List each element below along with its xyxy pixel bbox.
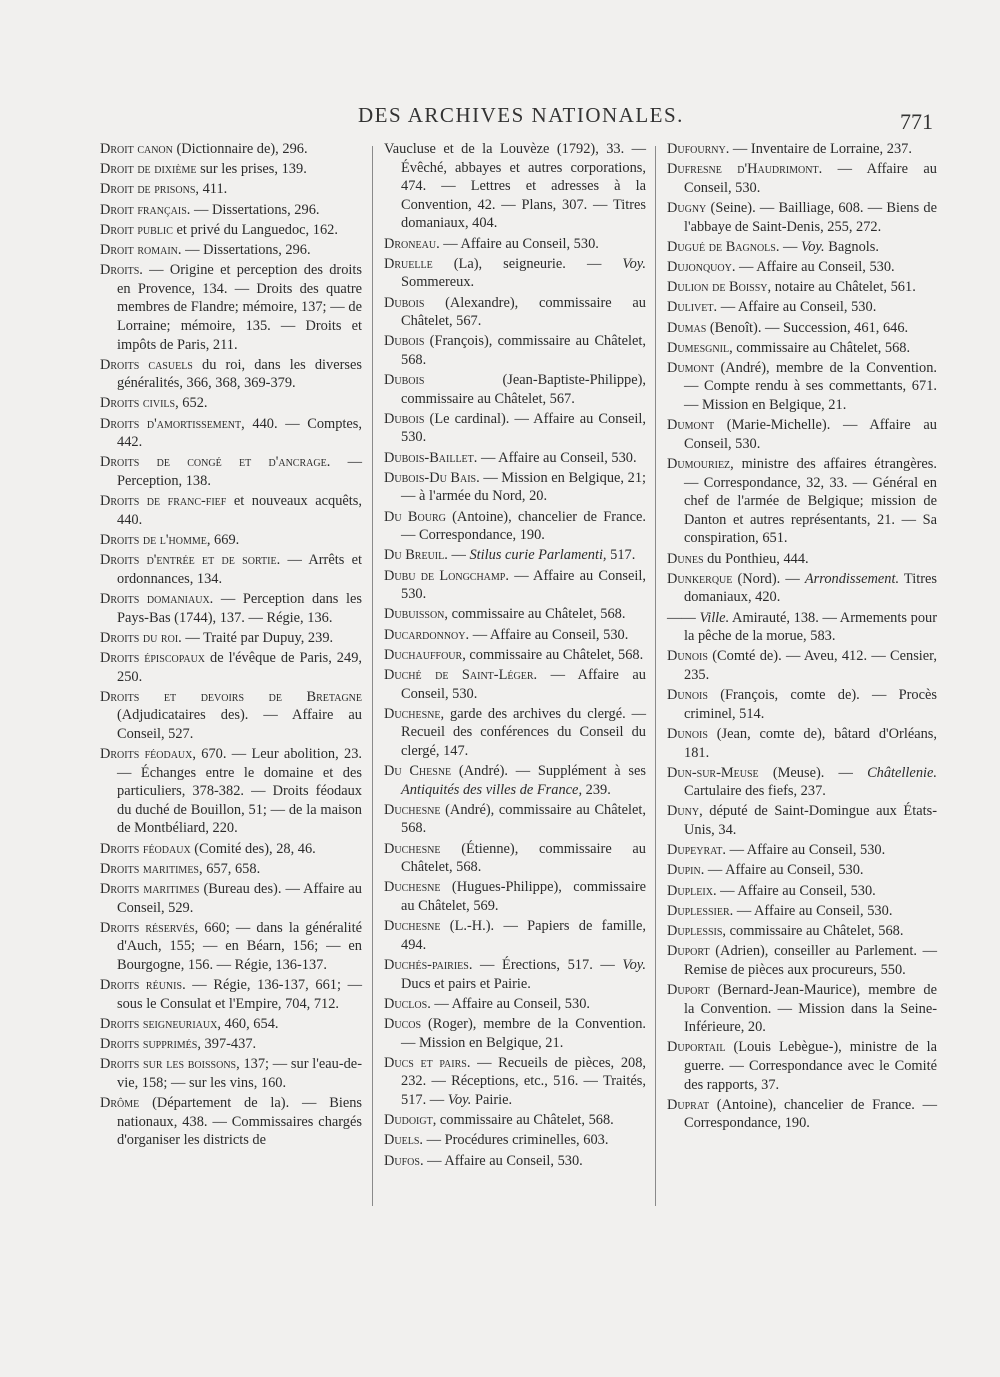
- entry-text: (André), membre de la Convention. — Compte rendu à ses commettants, 671. — Mission en Belgique, 21.: [684, 359, 937, 414]
- entry-headword: Dugny: [667, 199, 707, 216]
- index-entry: [384, 332, 646, 369]
- entry-text: (Département de la). — Biens nationaux, 438. — Commissaires chargés d'organiser les districts de: [117, 1095, 362, 1149]
- index-entry: [667, 1038, 937, 1094]
- entry-headword: Duchesne: [384, 840, 441, 857]
- entry-text: , 137; — sur l'eau-de-vie, 158; — sur les vins, 160.: [117, 1056, 362, 1091]
- entry-italic: Ville.: [699, 609, 730, 626]
- entry-headword: Dubois: [384, 372, 425, 389]
- entry-headword: Droits féodaux: [100, 746, 193, 763]
- index-entry: [100, 492, 362, 529]
- entry-text: . — Affaire au Conseil, 530.: [713, 299, 877, 316]
- index-column-2: [384, 140, 646, 1172]
- index-entry: [667, 416, 937, 453]
- entry-tail: Amirauté, 138. — Armements pour la pêche de la morue, 583.: [684, 609, 937, 645]
- entry-text: (Antoine), chancelier de France. — Correspondance, 190.: [684, 1096, 937, 1132]
- entry-text: (Adrien), conseiller au Parlement. — Remise de pièces aux procureurs, 550.: [684, 943, 937, 978]
- index-entry: [100, 1035, 362, 1054]
- index-entry: [100, 688, 362, 744]
- index-entry: [667, 902, 937, 921]
- index-entry: [100, 860, 362, 879]
- index-entry: [100, 531, 362, 550]
- index-entry: [667, 160, 937, 197]
- entry-headword: Ducardonnoy: [384, 626, 466, 643]
- entry-headword: Duport: [667, 943, 710, 960]
- entry-headword: Du Breuil: [384, 547, 445, 564]
- entry-headword: Droits casuels: [100, 356, 193, 373]
- entry-headword: Droits maritimes: [100, 860, 199, 877]
- entry-text: (Le cardinal). — Affaire au Conseil, 530.: [401, 410, 646, 446]
- entry-text: , commissaire au Châtelet, 568.: [722, 923, 904, 939]
- index-entry: [384, 1015, 646, 1052]
- index-entry: [384, 235, 646, 254]
- entry-text: . — Affaire au Conseil, 530.: [436, 235, 599, 252]
- entry-headword: Dunois: [667, 648, 708, 665]
- entry-text: , ministre des affaires étrangères. — Correspondance, 32, 33. — Général en chef de l'armée de Belgique; mission de Danton et autres représentants, 21. — Sa conspiration, 651.: [684, 456, 937, 547]
- entry-headword: Droits supprimés: [100, 1036, 198, 1053]
- entry-headword: Dupleix: [667, 882, 713, 899]
- entry-headword: Dumont: [667, 359, 715, 376]
- entry-headword: Droits: [100, 262, 140, 279]
- entry-text: . — Affaire au Conseil, 530.: [700, 862, 864, 879]
- entry-italic: Stilus curie Parlamenti,: [469, 547, 607, 564]
- entry-text: (Dictionnaire de), 296.: [172, 141, 308, 157]
- entry-text: (Nord). —: [732, 570, 805, 587]
- entry-headword: Droits et devoirs de Bretagne: [100, 688, 362, 705]
- index-entry: [100, 261, 362, 354]
- entry-text: (Antoine), chancelier de France. — Correspondance, 190.: [401, 508, 646, 544]
- entry-text: , 652.: [175, 395, 208, 412]
- index-entry: [384, 371, 646, 408]
- entry-text: . — Affaire au Conseil, 530.: [712, 882, 876, 899]
- entry-headword: Duchesne: [384, 801, 441, 818]
- entry-text: (Bureau des). — Affaire au Conseil, 529.: [117, 881, 362, 916]
- entry-text: . — Affaire au Conseil, 530.: [473, 449, 637, 466]
- index-entry: [100, 1094, 362, 1150]
- entry-text: . — Mission en Belgique, 21; — à l'armée du Nord, 20.: [401, 469, 647, 505]
- entry-headword: Droits de congé et d'ancrage: [100, 454, 327, 471]
- entry-headword: Dufourny: [667, 141, 726, 157]
- column-rule: [655, 146, 656, 1206]
- entry-text: , 669.: [206, 532, 240, 548]
- index-entry: [384, 646, 646, 665]
- entry-headword: Dunes: [667, 550, 704, 567]
- entry-headword: Dumas: [667, 319, 707, 336]
- entry-text: . — Procédures criminelles, 603.: [419, 1132, 609, 1149]
- index-entry: [667, 725, 937, 762]
- entry-tail: 517.: [606, 547, 636, 564]
- index-entry: [384, 1111, 646, 1130]
- entry-italic: Arrondissement.: [804, 570, 900, 587]
- index-entry: [384, 410, 646, 447]
- entry-text: . — Perception dans les Pays-Bas (1744), 137. — Régie, 136.: [117, 590, 362, 626]
- index-entry: [100, 356, 362, 393]
- index-entry: [100, 415, 362, 452]
- entry-headword: Dubois: [384, 294, 425, 311]
- entry-headword: Duny: [667, 803, 700, 820]
- index-entry: [384, 626, 646, 645]
- entry-text: (François), commissaire au Châtelet, 568.: [401, 333, 646, 368]
- index-entry: [667, 199, 937, 236]
- index-entry: [384, 508, 646, 545]
- entry-text: (Meuse). —: [758, 764, 868, 781]
- entry-text: . — Régie, 136-137, 661; — sous le Consulat et l'Empire, 704, 712.: [117, 977, 363, 1012]
- entry-headword: Dufos: [384, 1152, 420, 1169]
- entry-headword: Duclos: [384, 995, 428, 1012]
- entry-text: . — Érections, 517. —: [468, 957, 623, 973]
- entry-headword: Duchesne: [384, 879, 441, 896]
- entry-text: (Louis Lebègue-), ministre de la guerre. — Correspondance avec le Comité des rapports, 37.: [684, 1039, 937, 1093]
- entry-text: (Adjudicataires des). — Affaire au Conseil, 527.: [117, 707, 362, 742]
- entry-tail: Bagnols.: [824, 238, 880, 255]
- index-entry: [100, 160, 362, 179]
- entry-headword: Droit romain: [100, 241, 178, 258]
- entry-headword: Duplessis: [667, 923, 723, 939]
- index-entry: [667, 882, 937, 901]
- entry-headword: Droits réservés: [100, 919, 195, 936]
- entry-headword: Duprat: [667, 1096, 710, 1113]
- index-entry: [100, 880, 362, 917]
- entry-headword: Drôme: [100, 1095, 140, 1112]
- index-entry: [667, 140, 937, 159]
- entry-headword: ——: [667, 609, 696, 626]
- index-column-1: [100, 140, 362, 1152]
- entry-text: (Jean, comte de), bâtard d'Orléans, 181.: [684, 725, 937, 761]
- entry-headword: Droit public: [100, 221, 173, 238]
- entry-headword: Du Bourg: [384, 508, 446, 525]
- entry-text: , commissaire au Châtelet, 568.: [444, 606, 626, 623]
- entry-headword: Dubu de Longchamp: [384, 567, 506, 584]
- entry-headword: Dubois: [384, 410, 425, 427]
- index-entry: [667, 359, 937, 415]
- entry-text: , 657, 658.: [199, 860, 261, 877]
- entry-text: (Hugues-Philippe), commissaire au Châtelet, 569.: [401, 879, 646, 915]
- index-entry: [100, 590, 362, 627]
- index-entry: [384, 762, 646, 799]
- index-entry: [667, 647, 937, 684]
- entry-headword: Droits de l'homme: [100, 532, 207, 548]
- index-entry: [384, 1054, 646, 1110]
- entry-headword: Ducos: [384, 1015, 422, 1032]
- entry-headword: Duché de Saint-Léger: [384, 666, 534, 683]
- index-entry: [384, 705, 646, 761]
- entry-text: (Roger), membre de la Convention. — Mission en Belgique, 21.: [401, 1015, 646, 1051]
- entry-headword: Dugué de Bagnols: [667, 238, 776, 255]
- entry-headword: Droit canon: [100, 141, 173, 157]
- entry-text: . — Affaire au Conseil, 530.: [731, 258, 895, 275]
- entry-headword: Duplessier: [667, 902, 730, 919]
- entry-text: , 397-437.: [197, 1036, 257, 1053]
- entry-headword: Duchesne: [384, 918, 441, 935]
- entry-headword: Dumouriez: [667, 456, 731, 473]
- entry-italic: Voy.: [622, 957, 646, 973]
- entry-text: . — Affaire au Conseil, 530.: [401, 567, 646, 603]
- entry-text: , 460, 654.: [217, 1015, 279, 1032]
- entry-text: et nouveaux acquêts, 440.: [117, 493, 362, 528]
- index-entry: [384, 995, 646, 1014]
- entry-text: . — Perception, 138.: [117, 454, 362, 490]
- entry-italic: Voy.: [622, 255, 646, 272]
- entry-headword: Dujonquoy: [667, 258, 732, 275]
- entry-headword: Duchesne: [384, 705, 441, 722]
- entry-text: , 660; — dans la généralité d'Auch, 155; — en Béarn, 156; — en Bourgogne, 156. — Régie, 136-137.: [117, 919, 362, 973]
- index-entry: [100, 1015, 362, 1034]
- entry-headword: Droit de dixième: [100, 161, 197, 178]
- index-entry: [384, 840, 646, 877]
- index-entry: [667, 319, 937, 338]
- entry-text: , 411.: [195, 181, 228, 198]
- entry-headword: Droit français: [100, 201, 187, 218]
- entry-text: . — Recueils de pièces, 208, 232. — Réceptions, etc., 516. — Traités, 517. —: [401, 1054, 646, 1108]
- entry-headword: Du Chesne: [384, 763, 452, 780]
- entry-text: , garde des archives du clergé. — Recueil des conférences du Conseil du clergé, 147.: [401, 705, 646, 759]
- entry-headword: Dupin: [667, 862, 701, 879]
- index-entry: [100, 840, 362, 859]
- entry-headword: Duchauffour: [384, 646, 463, 663]
- entry-headword: Droits domaniaux: [100, 590, 210, 607]
- entry-text: (La), seigneurie. —: [432, 255, 623, 272]
- entry-headword: Droits civils: [100, 395, 176, 412]
- entry-text: (Étienne), commissaire au Châtelet, 568.: [401, 840, 646, 876]
- entry-tail: Cartulaire des fiefs, 237.: [684, 783, 826, 800]
- entry-text: . — Affaire au Conseil, 530.: [465, 626, 629, 643]
- entry-text: du Ponthieu, 444.: [703, 550, 809, 567]
- entry-headword: Dunois: [667, 725, 708, 742]
- index-entry: [100, 649, 362, 686]
- entry-headword: Droits sur les boissons: [100, 1056, 237, 1073]
- index-entry: [384, 956, 646, 993]
- entry-text: . — Inventaire de Lorraine, 237.: [725, 141, 912, 157]
- index-entry: [384, 1131, 646, 1150]
- running-title: DES ARCHIVES NATIONALES.: [358, 103, 684, 127]
- page-header: [0, 103, 1000, 133]
- entry-headword: Dun-sur-Meuse: [667, 764, 759, 781]
- index-entry: [667, 922, 937, 941]
- entry-text: (André). — Supplément à ses: [451, 763, 646, 780]
- index-entry: [667, 570, 937, 607]
- entry-text: (Comté de). — Aveu, 412. — Censier, 235.: [684, 648, 937, 683]
- index-entry: [667, 942, 937, 979]
- entry-headword: Droits épiscopaux: [100, 649, 206, 666]
- entry-text: (Benoît). — Succession, 461, 646.: [706, 319, 909, 336]
- entry-headword: Droits d'entrée et de sortie: [100, 552, 277, 569]
- index-entry: [100, 745, 362, 838]
- index-entry: [100, 180, 362, 199]
- entry-text: , commissaire au Châtelet, 568.: [462, 646, 644, 663]
- entry-tail: Ducs et pairs et Pairie.: [401, 975, 531, 992]
- entry-headword: Druelle: [384, 255, 433, 272]
- entry-text: de l'évêque de Paris, 249, 250.: [117, 649, 362, 685]
- entry-headword: Duportail: [667, 1039, 726, 1056]
- entry-text: , commissaire au Châtelet, 568.: [729, 339, 911, 356]
- entry-text: . — Traité par Dupuy, 239.: [178, 629, 334, 646]
- index-entry: [384, 567, 646, 604]
- entry-headword: Dubois-Du Bais: [384, 469, 477, 486]
- index-entry: [667, 339, 937, 358]
- entry-text: du roi, dans les diverses généralités, 366, 368, 369-379.: [117, 356, 363, 392]
- index-entry: [384, 449, 646, 468]
- index-entry: [100, 201, 362, 220]
- entry-text: . — Affaire au Conseil, 530.: [684, 161, 937, 196]
- index-entry: [384, 1152, 646, 1171]
- index-entry: [100, 629, 362, 648]
- index-entry: [667, 609, 937, 646]
- index-entry: [384, 666, 646, 703]
- entry-text: (Marie-Michelle). — Affaire au Conseil, 530.: [684, 417, 937, 452]
- index-entry: [384, 605, 646, 624]
- entry-text: sur les prises, 139.: [196, 161, 307, 178]
- entry-text: . — Dissertations, 296.: [177, 241, 311, 258]
- index-entry: [384, 878, 646, 915]
- index-entry: [667, 686, 937, 723]
- index-entry: [100, 551, 362, 588]
- entry-headword: Duport: [667, 981, 710, 998]
- entry-headword: Duels: [384, 1132, 420, 1149]
- entry-text: . — Affaire au Conseil, 530.: [729, 902, 893, 919]
- page-number: 771: [900, 109, 933, 134]
- entry-headword: Dunkerque: [667, 570, 733, 587]
- entry-text: , 440. — Comptes, 442.: [117, 415, 362, 451]
- entry-headword: Dulivet: [667, 299, 714, 316]
- entry-text: (André), commissaire au Châtelet, 568.: [401, 801, 646, 837]
- entry-headword: Droits du roi: [100, 629, 179, 646]
- entry-text: . — Affaire au Conseil, 530.: [419, 1152, 583, 1169]
- index-entry: [667, 278, 937, 297]
- index-entry: [667, 981, 937, 1037]
- index-entry: [667, 802, 937, 839]
- entry-headword: Droneau: [384, 235, 437, 252]
- entry-text: , 670. — Leur abolition, 23. — Échanges entre le domaine et des particuliers, 378-382. — Droits féodaux du duché de Bouillon, 51; — de la maison de Montbéliard, 220.: [117, 746, 362, 837]
- entry-text: (Alexandre), commissaire au Châtelet, 567.: [401, 294, 646, 330]
- entry-headword: Dufresne d'Haudrimont: [667, 161, 819, 178]
- entry-headword: Dubuisson: [384, 606, 445, 623]
- entry-headword: Droits de franc-fief: [100, 493, 227, 510]
- index-entry: [667, 550, 937, 569]
- index-entry: [384, 917, 646, 954]
- entry-headword: Dulion de Boissy: [667, 279, 768, 296]
- index-entry: [667, 1096, 937, 1133]
- entry-headword: Droits maritimes: [100, 881, 200, 898]
- index-entry: [384, 546, 646, 565]
- index-entry: [384, 801, 646, 838]
- entry-text: (Comité des), 28, 46.: [190, 840, 316, 857]
- entry-tail: Pairie.: [471, 1091, 513, 1108]
- entry-text: . — Affaire au Conseil, 530.: [722, 842, 886, 859]
- entry-text: Vaucluse et de la Louvèze (1792), 33. — Évêché, abbayes et autres corporations, 474. — Lettres et adresses à la Convention, 42. — Plans, 307. — Titres domaniaux, 404.: [384, 141, 646, 232]
- index-entry: [384, 255, 646, 292]
- entry-headword: Droits féodaux: [100, 840, 191, 857]
- index-entry: [667, 841, 937, 860]
- entry-text: . — Affaire au Conseil, 530.: [427, 995, 590, 1012]
- entry-italic: Châtellenie.: [867, 764, 937, 781]
- entry-italic: Voy.: [447, 1091, 472, 1108]
- entry-text: . — Dissertations, 296.: [186, 201, 320, 218]
- entry-headword: Dupeyrat: [667, 842, 723, 859]
- index-column-3: [667, 140, 937, 1135]
- index-entry: [667, 298, 937, 317]
- entry-headword: Droits réunis: [100, 977, 183, 994]
- entry-tail: Titres domaniaux, 420.: [684, 570, 937, 606]
- entry-text: (Jean-Baptiste-Philippe), commissaire au Châtelet, 567.: [401, 372, 646, 407]
- entry-text: (François, comte de). — Procès criminel, 514.: [684, 687, 937, 722]
- entry-text: . — Arrêts et ordonnances, 134.: [117, 552, 362, 587]
- entry-text: . —: [444, 547, 470, 564]
- index-entry: [667, 238, 937, 257]
- entry-headword: Dunois: [667, 687, 708, 704]
- entry-italic: Antiquités des villes de France,: [401, 781, 583, 798]
- entry-headword: Dudoigt: [384, 1112, 433, 1129]
- index-entry: [100, 919, 362, 975]
- entry-tail: 239.: [582, 781, 611, 798]
- entry-text: (L.-H.). — Papiers de famille, 494.: [401, 918, 646, 953]
- entry-text: , député de Saint-Domingue aux États-Unis, 34.: [684, 803, 937, 839]
- entry-text: . —: [775, 238, 802, 255]
- index-entry: [667, 764, 937, 801]
- entry-headword: Droits seigneuriaux: [100, 1015, 218, 1032]
- column-rule: [372, 146, 373, 1206]
- index-entry: [100, 140, 362, 159]
- entry-headword: Dumesgnil: [667, 339, 730, 356]
- entry-text: et privé du Languedoc, 162.: [172, 221, 338, 238]
- index-entry: [100, 394, 362, 413]
- index-entry: [384, 140, 646, 233]
- entry-text: (Seine). — Bailliage, 608. — Biens de l'abbaye de Saint-Denis, 255, 272.: [684, 199, 937, 235]
- index-entry: [100, 1055, 362, 1092]
- entry-text: , commissaire au Châtelet, 568.: [432, 1112, 614, 1129]
- entry-text: , notaire au Châtelet, 561.: [767, 279, 916, 296]
- entry-text: . — Affaire au Conseil, 530.: [401, 666, 647, 702]
- index-entry: [384, 469, 646, 506]
- entry-headword: Dubois: [384, 333, 425, 350]
- entry-headword: Duchés-pairies: [384, 957, 469, 973]
- index-entry: [100, 453, 362, 490]
- entry-headword: Droit de prisons: [100, 181, 196, 198]
- entry-headword: Ducs et pairs: [384, 1054, 467, 1071]
- index-entry: [667, 861, 937, 880]
- index-entry: [100, 241, 362, 260]
- index-entry: [667, 258, 937, 277]
- entry-headword: Dubois-Baillet: [384, 449, 474, 466]
- index-entry: [667, 455, 937, 548]
- entry-text: . — Origine et perception des droits en Provence, 134. — Droits des quatre membres de Flandre; mémoire, 137; — de Lorraine; mémoire, 135. — Droits et impôts de Paris, 211.: [117, 262, 362, 353]
- entry-italic: Voy.: [801, 238, 825, 255]
- index-entry: [384, 294, 646, 331]
- index-entry: [100, 976, 362, 1013]
- entry-headword: Dumont: [667, 417, 715, 434]
- entry-tail: Sommereux.: [401, 274, 475, 291]
- entry-text: (Bernard-Jean-Maurice), membre de la Convention. — Mission dans la Seine-Inférieure, 20.: [684, 981, 937, 1036]
- entry-headword: Droits d'amortissement: [100, 415, 242, 432]
- index-entry: [100, 221, 362, 240]
